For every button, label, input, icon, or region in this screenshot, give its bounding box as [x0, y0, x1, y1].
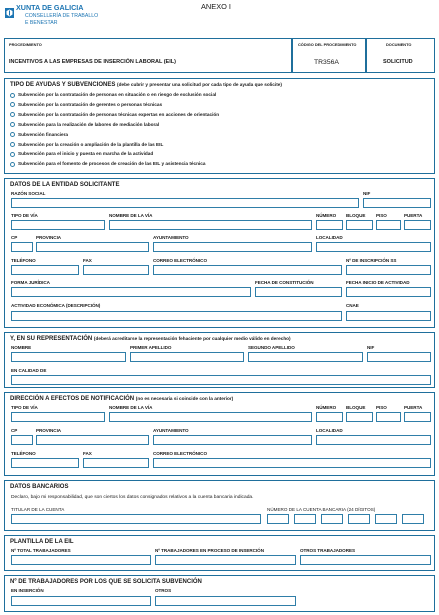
label-puerta: PUERTA [404, 213, 423, 218]
code-label: CÓDIGO DEL PROCEDIMIENTO [298, 42, 357, 47]
document-cell [366, 38, 435, 73]
account-digit-group[interactable] [294, 514, 316, 524]
document-value: SOLICITUD [383, 59, 413, 65]
puerta-field[interactable] [404, 220, 431, 230]
aid-type-label: Subvención financiera [18, 131, 69, 137]
not-provincia-field[interactable] [36, 435, 149, 445]
label-forma-juridica: FORMA JURÍDICA [11, 280, 50, 285]
representation-title [10, 336, 291, 342]
aid-type-label: Subvención por la creación o ampliación de la plantilla de las EIL [18, 141, 164, 147]
label-not-tipo-via: TIPO DE VÍA [11, 405, 38, 410]
otros-trabajadores-field[interactable] [300, 555, 431, 565]
logo-name: XUNTA DE GALICIA [16, 3, 84, 12]
bank-section [4, 480, 435, 531]
staff-title: PLANTILLA DE LA EIL [10, 539, 74, 545]
provincia-field[interactable] [36, 242, 149, 252]
logo-dept-line1: CONSELLERÍA DE TRABALLO [25, 13, 99, 19]
aid-types-title-text: TIPO DE AYUDAS Y SUBVENCIONES [10, 82, 116, 88]
inscripcion-ss-field[interactable] [346, 265, 431, 275]
label-not-fax: FAX [83, 451, 92, 456]
aid-type-radio[interactable] [10, 142, 15, 147]
email-field[interactable] [153, 265, 342, 275]
code-value: TR356A [314, 59, 339, 66]
applicant-title: DATOS DE LA ENTIDAD SOLICITANTE [10, 182, 120, 188]
not-localidad-field[interactable] [316, 435, 431, 445]
aid-type-radio[interactable] [10, 162, 15, 167]
not-fax-field[interactable] [83, 458, 149, 468]
fax-field[interactable] [83, 265, 149, 275]
document-label: DOCUMENTO [386, 42, 412, 47]
otros-field[interactable] [155, 596, 296, 606]
label-en-insercion: EN INSERCIÓN [11, 588, 44, 593]
rep-calidad-field[interactable] [11, 375, 431, 385]
not-tipo-via-field[interactable] [11, 412, 105, 422]
total-trabajadores-field[interactable] [11, 555, 151, 565]
aid-types-subtitle: (debe cubrir y presentar una solicitud por cada tipo de ayuda que solicite) [117, 82, 282, 87]
account-number-field[interactable] [267, 514, 431, 524]
cp-field[interactable] [11, 242, 33, 252]
label-telefono: TELÉFONO [11, 258, 36, 263]
aid-type-radio[interactable] [10, 112, 15, 117]
label-provincia: PROVINCIA [36, 235, 62, 240]
bloque-field[interactable] [346, 220, 373, 230]
label-ayuntamiento: AYUNTAMIENTO [153, 235, 189, 240]
label-not-localidad: LOCALIDAD [316, 428, 343, 433]
label-rep-segundo-apellido: SEGUNDO APELLIDO [248, 345, 295, 350]
label-not-nombre-via: NOMBRE DE LA VÍA [109, 405, 153, 410]
aid-type-label: Subvención para la realización de labores de mediación laboral [18, 121, 160, 127]
label-rep-calidad: EN CALIDAD DE [11, 368, 47, 373]
label-piso: PISO [376, 213, 387, 218]
label-not-cp: CP [11, 428, 18, 433]
fecha-inicio-field[interactable] [346, 287, 431, 297]
account-digit-group[interactable] [402, 514, 424, 524]
account-digit-group[interactable] [267, 514, 289, 524]
label-not-numero: NÚMERO [316, 405, 337, 410]
representation-title-text: Y, EN SU REPRESENTACIÓN [10, 336, 93, 342]
label-otros-trabajadores: OTROS TRABAJADORES [300, 548, 355, 553]
account-digit-group[interactable] [375, 514, 397, 524]
label-tipo-via: TIPO DE VÍA [11, 213, 38, 218]
not-bloque-field[interactable] [346, 412, 373, 422]
procedure-label: PROCEDIMIENTO [9, 42, 42, 47]
label-email: CORREO ELECTRÓNICO [153, 258, 207, 263]
proceso-insercion-field[interactable] [155, 555, 296, 565]
label-not-bloque: BLOQUE [346, 405, 366, 410]
not-email-field[interactable] [153, 458, 431, 468]
numero-field[interactable] [316, 220, 343, 230]
representation-section [4, 332, 435, 388]
xunta-logo [5, 5, 14, 15]
notification-title [10, 396, 233, 402]
not-piso-field[interactable] [376, 412, 401, 422]
nif-field[interactable] [363, 198, 431, 208]
label-cnae: CNAE [346, 303, 359, 308]
not-puerta-field[interactable] [404, 412, 431, 422]
aid-type-label: Subvención por la contratación de personas en situación o en riesgo de exclusión social [18, 92, 217, 97]
aid-type-radio[interactable] [10, 102, 15, 107]
label-razon-social: RAZÓN SOCIAL [11, 191, 46, 196]
staff-section [4, 535, 435, 571]
nombre-via-field[interactable] [109, 220, 312, 230]
procedure-cell [4, 38, 292, 73]
aid-type-label: Subvención por la contratación de gerentes o personas técnicas [18, 101, 163, 107]
aid-type-label: Subvención para el fomento de procesos de creación de las EIL y asistencia técnica [18, 161, 206, 167]
workers-title: Nº DE TRABAJADORES POR LOS QUE SE SOLICITA SUBVENCIÓN [10, 579, 202, 585]
en-insercion-field[interactable] [11, 596, 151, 606]
representation-subtitle: (deberá acreditarse la representación fehaciente por cualquier medio válido en derecho) [93, 336, 291, 341]
cnae-field[interactable] [346, 311, 431, 321]
aid-type-label: Subvención por la contratación de personas técnicas expertas en acciones de orientación [18, 111, 220, 117]
label-rep-nombre: NOMBRE [11, 345, 32, 350]
titular-field[interactable] [11, 514, 261, 524]
fecha-constitucion-field[interactable] [255, 287, 342, 297]
label-fecha-constitucion: FECHA DE CONSTITUCIÓN [255, 280, 314, 285]
localidad-field[interactable] [316, 242, 431, 252]
label-nombre-via: NOMBRE DE LA VÍA [109, 213, 153, 218]
notification-section [4, 392, 435, 476]
aid-type-radio[interactable] [10, 152, 15, 157]
label-not-ayuntamiento: AYUNTAMIENTO [153, 428, 189, 433]
label-numero-cuenta: NÚMERO DE LA CUENTA BANCARIA (24 DÍGITOS) [267, 507, 376, 512]
account-digit-group[interactable] [348, 514, 370, 524]
aid-type-radio[interactable] [10, 122, 15, 127]
not-nombre-via-field[interactable] [109, 412, 312, 422]
piso-field[interactable] [376, 220, 401, 230]
label-rep-nif: NIF [367, 345, 375, 350]
label-proceso-insercion: Nº TRABAJADORES EN PROCESO DE INSERCIÓN [155, 548, 264, 553]
procedure-value: INCENTIVOS A LAS EMPRESAS DE INSERCIÓN LABORAL (EIL) [9, 59, 176, 65]
not-cp-field[interactable] [11, 435, 33, 445]
label-fecha-inicio: FECHA INICIO DE ACTIVIDAD [346, 280, 410, 285]
forma-juridica-field[interactable] [11, 287, 251, 297]
rep-nombre-field[interactable] [11, 352, 126, 362]
xunta-logo-icon [5, 8, 14, 18]
label-not-email: CORREO ELECTRÓNICO [153, 451, 207, 456]
label-nif: NIF [363, 191, 371, 196]
razon-social-field[interactable] [11, 198, 359, 208]
label-otros: OTROS [155, 588, 172, 593]
label-not-telefono: TELÉFONO [11, 451, 36, 456]
actividad-field[interactable] [11, 311, 342, 321]
bank-title: DATOS BANCARIOS [10, 484, 69, 490]
label-rep-primer-apellido: PRIMER APELLIDO [130, 345, 172, 350]
aid-types-title [10, 82, 282, 88]
aid-type-radio[interactable] [10, 132, 15, 137]
label-not-provincia: PROVINCIA [36, 428, 62, 433]
code-cell [292, 38, 366, 73]
label-fax: FAX [83, 258, 92, 263]
applicant-section [4, 178, 435, 328]
aid-type-label: Subvención para el inicio y puesta en marcha de la actividad [18, 151, 154, 157]
label-cp: CP [11, 235, 18, 240]
aid-types-section [4, 78, 435, 174]
account-digit-group[interactable] [321, 514, 343, 524]
workers-section [4, 575, 435, 612]
rep-nif-field[interactable] [367, 352, 431, 362]
label-not-puerta: PUERTA [404, 405, 423, 410]
bank-declaration: Declaro, bajo mi responsabilidad, que son ciertos los datos consignados relativos a la cuenta bancaria indicada. [11, 495, 254, 500]
tipo-via-field[interactable] [11, 220, 105, 230]
label-not-piso: PISO [376, 405, 387, 410]
aid-type-radio[interactable] [10, 93, 15, 98]
ayuntamiento-field[interactable] [153, 242, 312, 252]
notification-title-text: DIRECCIÓN A EFECTOS DE NOTIFICACIÓN [10, 396, 135, 402]
label-total-trabajadores: Nº TOTAL TRABAJADORES [11, 548, 71, 553]
label-actividad: ACTIVIDAD ECONÓMICA (DESCRIPCIÓN) [11, 303, 101, 308]
label-localidad: LOCALIDAD [316, 235, 343, 240]
logo-dept-line2: E BENESTAR [25, 20, 58, 26]
rep-segundo-apellido-field[interactable] [248, 352, 363, 362]
telefono-field[interactable] [11, 265, 79, 275]
not-ayuntamiento-field[interactable] [153, 435, 312, 445]
rep-primer-apellido-field[interactable] [130, 352, 244, 362]
label-numero: NÚMERO [316, 213, 337, 218]
label-inscripcion-ss: Nº DE INSCRIPCIÓN SS [346, 258, 397, 263]
notification-subtitle: (no es necesaria si coincide con la anterior) [135, 396, 234, 401]
not-numero-field[interactable] [316, 412, 343, 422]
annex-title: ANEXO I [201, 2, 231, 11]
label-titular: TITULAR DE LA CUENTA [11, 507, 65, 512]
not-telefono-field[interactable] [11, 458, 79, 468]
label-bloque: BLOQUE [346, 213, 366, 218]
